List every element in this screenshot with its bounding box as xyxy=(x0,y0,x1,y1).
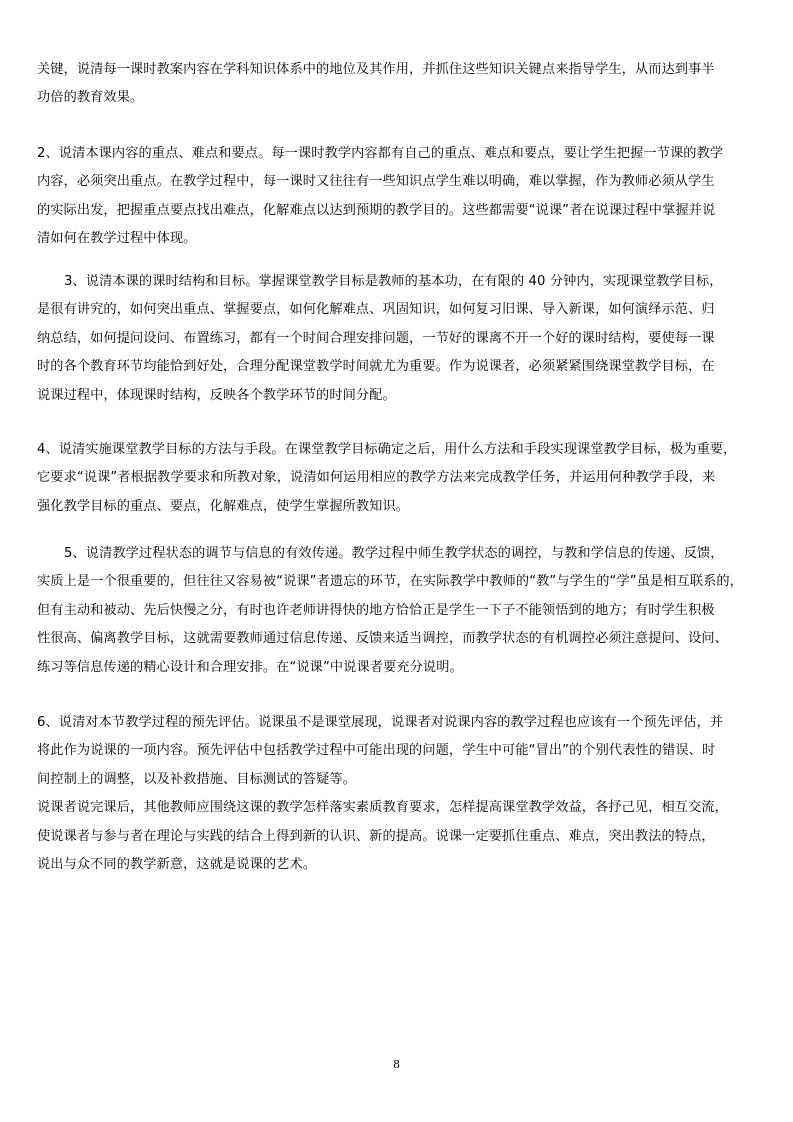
text-line: 纳总结，如何提问设问、布置练习，都有一个时间合理安排问题，一节好的课离不开一个好的课时结构，要使每一课 xyxy=(37,330,715,346)
paragraph-item-4 xyxy=(37,436,759,521)
text-line: 的实际出发，把握重点要点找出难点，化解难点以达到预期的教学目的。这些都需要“说课”者在说课过程中掌握并说 xyxy=(37,202,716,218)
paragraph-item-2 xyxy=(37,140,759,254)
text-line: 间控制上的调整，以及补救措施、目标测试的答疑等。 xyxy=(37,771,356,787)
text-line: 强化教学目标的重点、要点，化解难点，使学生掌握所教知识。 xyxy=(37,498,410,514)
text-line: 性很高、偏离教学目标，这就需要教师通过信息传递、反馈来适当调控，而教学状态的有机调控必须注意提问、设问、 xyxy=(37,631,728,647)
text-line: 使说课者与参与者在理论与实践的结合上得到新的认识、新的提高。说课一定要抓住重点、难点，突出教法的特点， xyxy=(37,828,715,844)
paragraph-item-6 xyxy=(37,709,759,879)
text-line: 说课者说完课后，其他教师应围绕这课的教学怎样落实素质教育要求，怎样提高课堂教学效益，各抒己见，相互交流， xyxy=(37,800,728,816)
text-line: 4、说清实施课堂教学目标的方法与手段。在课堂教学目标确定之后，用什么方法和手段实现课堂教学目标，极为重要， xyxy=(37,442,737,457)
text-line: 5、说清教学过程状态的调节与信息的有效传递。教学过程中师生教学状态的调控，与教和学信息的传递、反馈， xyxy=(64,546,724,561)
page-number: 8 xyxy=(393,1058,400,1071)
text-line: 功倍的教育效果。 xyxy=(37,90,144,106)
text-line: 6、说清对本节教学过程的预先评估。说课虽不是课堂展现，说课者对说课内容的教学过程也应该有一个预先评估，并 xyxy=(37,715,724,730)
text-line: 将此作为说课的一项内容。预先评估中包括教学过程中可能出现的问题，学生中可能“冒出”的个别代表性的错误、时 xyxy=(37,743,716,759)
text-line: 实质上是一个很重要的，但往往又容易被“说课”者遗忘的环节，在实际教学中教师的“教”与学生的“学”虽是相互联系的， xyxy=(37,574,743,590)
paragraph-item-3 xyxy=(37,268,759,410)
text-line: 说出与众不同的教学新意，这就是说课的艺术。 xyxy=(37,857,317,873)
text-line: 它要求“说课”者根据教学要求和所教对象，说清如何运用相应的教学方法来完成教学任务，并运用何种教学手段，来 xyxy=(37,470,716,486)
text-line: 时的各个教育环节均能恰到好处，合理分配课堂教学时间就尤为重要。作为说课者，必须紧紧围绕课堂教学目标，在 xyxy=(37,359,715,375)
text-line: 关键，说清每一课时教案内容在学科知识体系中的地位及其作用，并抓住这些知识关键点来指导学生，从而达到事半 xyxy=(37,62,715,77)
text-line: 说课过程中，体现课时结构，反映各个教学环节的时间分配。 xyxy=(37,387,396,403)
text-line: 内容，必须突出重点。在教学过程中，每一课时又往往有一些知识点学生难以明确，难以掌握，作为教师必须从学生 xyxy=(37,174,715,190)
paragraph-item-5 xyxy=(37,540,759,682)
text-line: 3、说清本课的课时结构和目标。掌握课堂教学目标是教师的基本功，在有限的 40 分钟内，实现课堂教学目标， xyxy=(64,274,723,289)
text-line: 练习等信息传递的精心设计和合理安排。在“说课”中说课者要充分说明。 xyxy=(37,659,463,675)
paragraph-intro-continued xyxy=(37,56,759,113)
text-line: 2、说清本课内容的重点、难点和要点。每一课时教学内容都有自己的重点、难点和要点，要让学生把握一节课的教学 xyxy=(37,146,724,161)
text-line: 清如何在教学过程中体现。 xyxy=(37,231,197,247)
text-line: 是很有讲究的，如何突出重点、掌握要点，如何化解难点、巩固知识，如何复习旧课、导入新课，如何演绎示范、归 xyxy=(37,302,715,318)
text-line: 但有主动和被动、先后快慢之分，有时也许老师讲得快的地方恰恰正是学生一下子不能领悟到的地方；有时学生积极 xyxy=(37,602,715,618)
